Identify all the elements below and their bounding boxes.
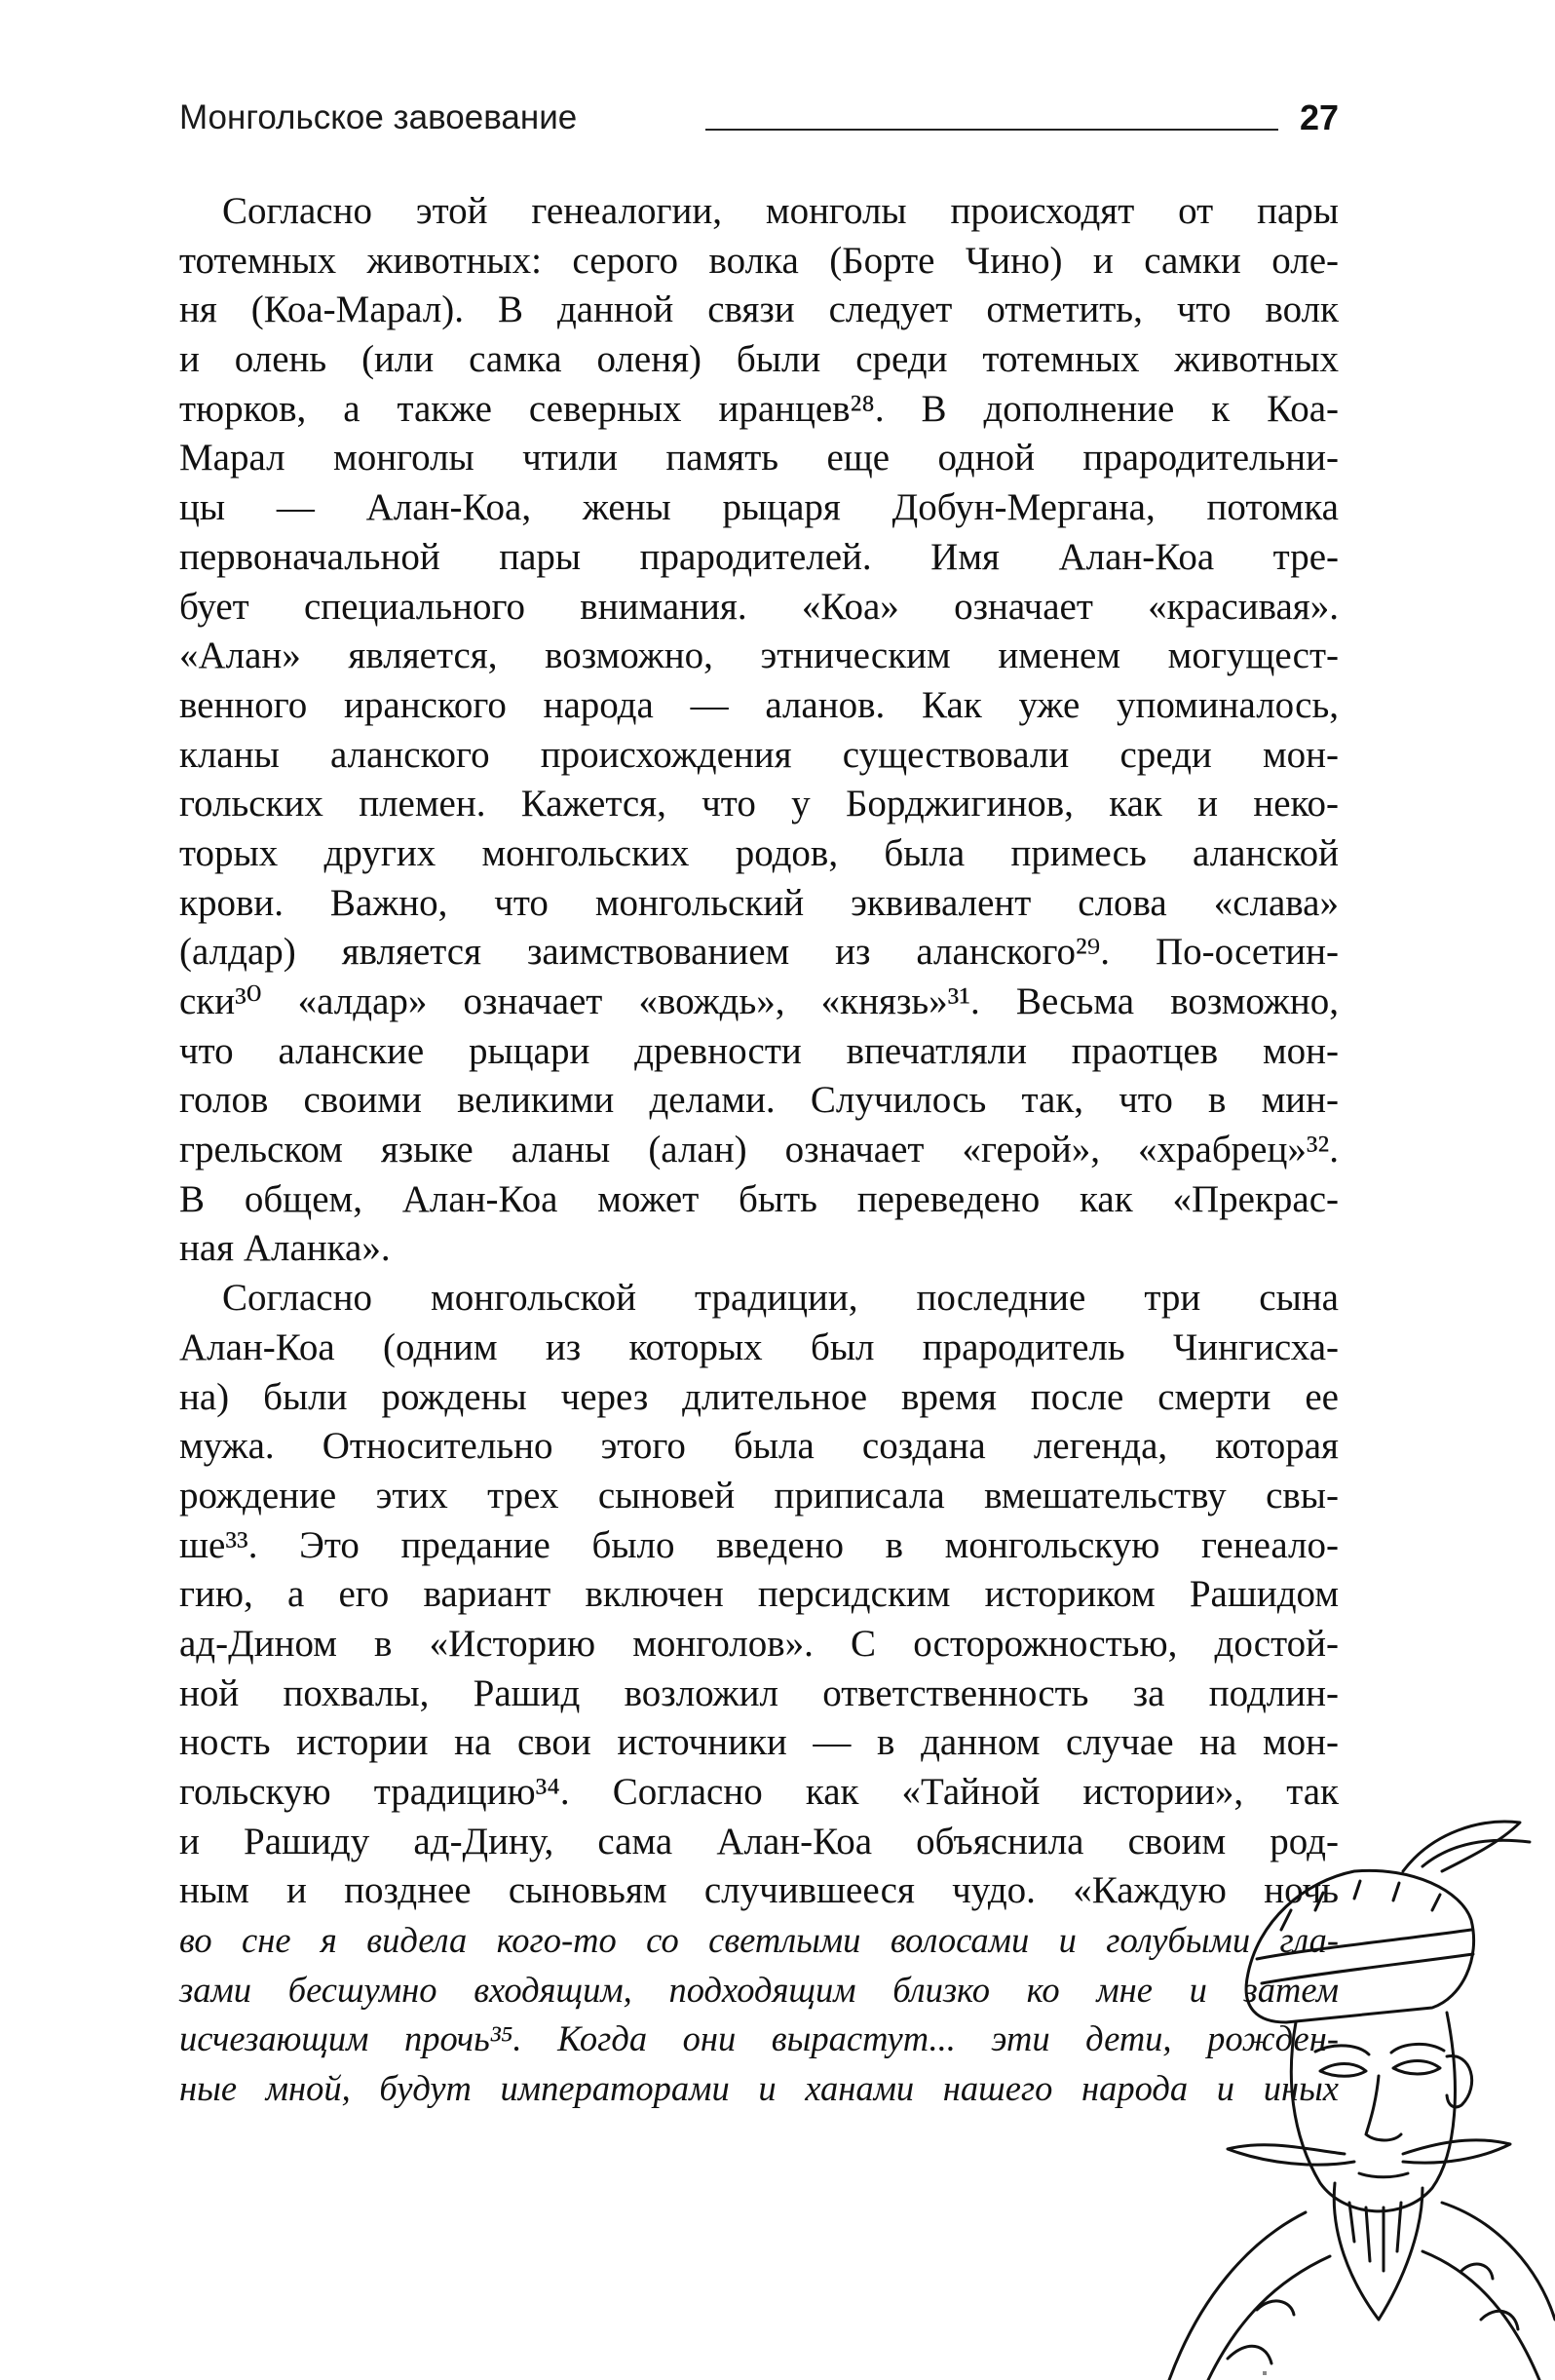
text-line: Алан-Коа (одним из которых был прародитель Чингисха- [179,1325,1339,1368]
running-header [179,90,1339,146]
text-line: ше³³. Это предание было введено в монгольскую генеало- [179,1523,1339,1566]
text-line: В общем, Алан-Коа может быть переведено как «Прекрас- [179,1177,1339,1220]
text-line: кланы аланского происхождения существовали среди мон- [179,733,1339,776]
quote-line: зами бесшумно входящим, подходящим близко ко мне и затем [179,1969,1339,2010]
text-line: (алдар) является заимствованием из аланского²⁹. По-осетин- [179,931,1339,974]
text-line: гольских племен. Кажется, что у Борджигинов, как и неко- [179,783,1339,825]
scan-artifact [1263,2371,1267,2375]
text-line: венного иранского народа — аланов. Как уже упоминалось, [179,683,1339,726]
text-line: первоначальной пары прародителей. Имя Алан-Коа тре- [179,535,1339,578]
text-line: ад-Дином в «Историю монголов». С осторожностью, достой- [179,1622,1339,1665]
text-line: ной похвалы, Рашид возложил ответственность за подлин- [179,1671,1339,1714]
text-line: на) были рождены через длительное время после смерти ее [179,1375,1339,1418]
text-line: голов своими великими делами. Случилось так, что в мин- [179,1079,1339,1122]
text-line: ня (Коа-Марал). В данной связи следует отметить, что волк [179,288,1339,331]
text-line: Согласно этой генеалогии, монголы происходят от пары [222,190,1339,232]
text-line: бует специального внимания. «Коа» означает «красивая». [179,585,1339,628]
text-line: цы — Алан-Коа, жены рыцаря Добун-Мергана, потомка [179,486,1339,529]
text-line: «Алан» является, возможно, этническим именем могущест- [179,634,1339,677]
text-line: мужа. Относительно этого была создана легенда, которая [179,1425,1339,1468]
text-line: ски³⁰ «алдар» означает «вождь», «князь»³¹. Весьма возможно, [179,980,1339,1022]
mongol-warrior-portrait-icon [1111,1813,1555,2380]
quote-line: во сне я видела кого-то со светлыми волосами и голубыми гла- [179,1920,1339,1961]
text-line: ным и позднее сыновьям случившееся чудо. «Каждую ночь [179,1869,1339,1912]
text-line: что аланские рыцари древности впечатляли праотцев мон- [179,1029,1339,1072]
page-number: 27 [1299,97,1339,137]
text-line: тотемных животных: серого волка (Борте Чино) и самки оле- [179,239,1339,282]
text-line: рождение этих трех сыновей приписала вмешательству свы- [179,1474,1339,1516]
text-line: Согласно монгольской традиции, последние три сына [222,1277,1339,1320]
text-line: торых других монгольских родов, была примесь аланской [179,831,1339,874]
quote-line: ные мной, будут императорами и ханами нашего народа и иных [179,2068,1339,2109]
text-line: и Рашиду ад-Дину, сама Алан-Коа объяснила своим род- [179,1820,1339,1862]
text-line: ная Аланка». [179,1227,391,1270]
text-line: тюрков, а также северных иранцев²⁸. В дополнение к Коа- [179,387,1339,430]
text-line: Марал монголы чтили память еще одной прародительни- [179,437,1339,480]
text-line: и олень (или самка оленя) были среди тотемных животных [179,338,1339,381]
running-title: Монгольское завоевание [179,90,590,146]
quote-line: исчезающим прочь³⁵. Когда они вырастут... эти дети, рожден- [179,2018,1339,2059]
header-rule [705,129,1278,131]
text-line: ность истории на свои источники — в данном случае на мон- [179,1721,1339,1764]
text-line: гольскую традицию³⁴. Согласно как «Тайной истории», так [179,1771,1339,1813]
text-line: гию, а его вариант включен персидским историком Рашидом [179,1573,1339,1616]
text-line: грельском языке аланы (алан) означает «герой», «храбрец»³². [179,1129,1339,1171]
text-line: крови. Важно, что монгольский эквивалент слова «слава» [179,881,1339,924]
paragraph-1 [179,187,1339,1274]
